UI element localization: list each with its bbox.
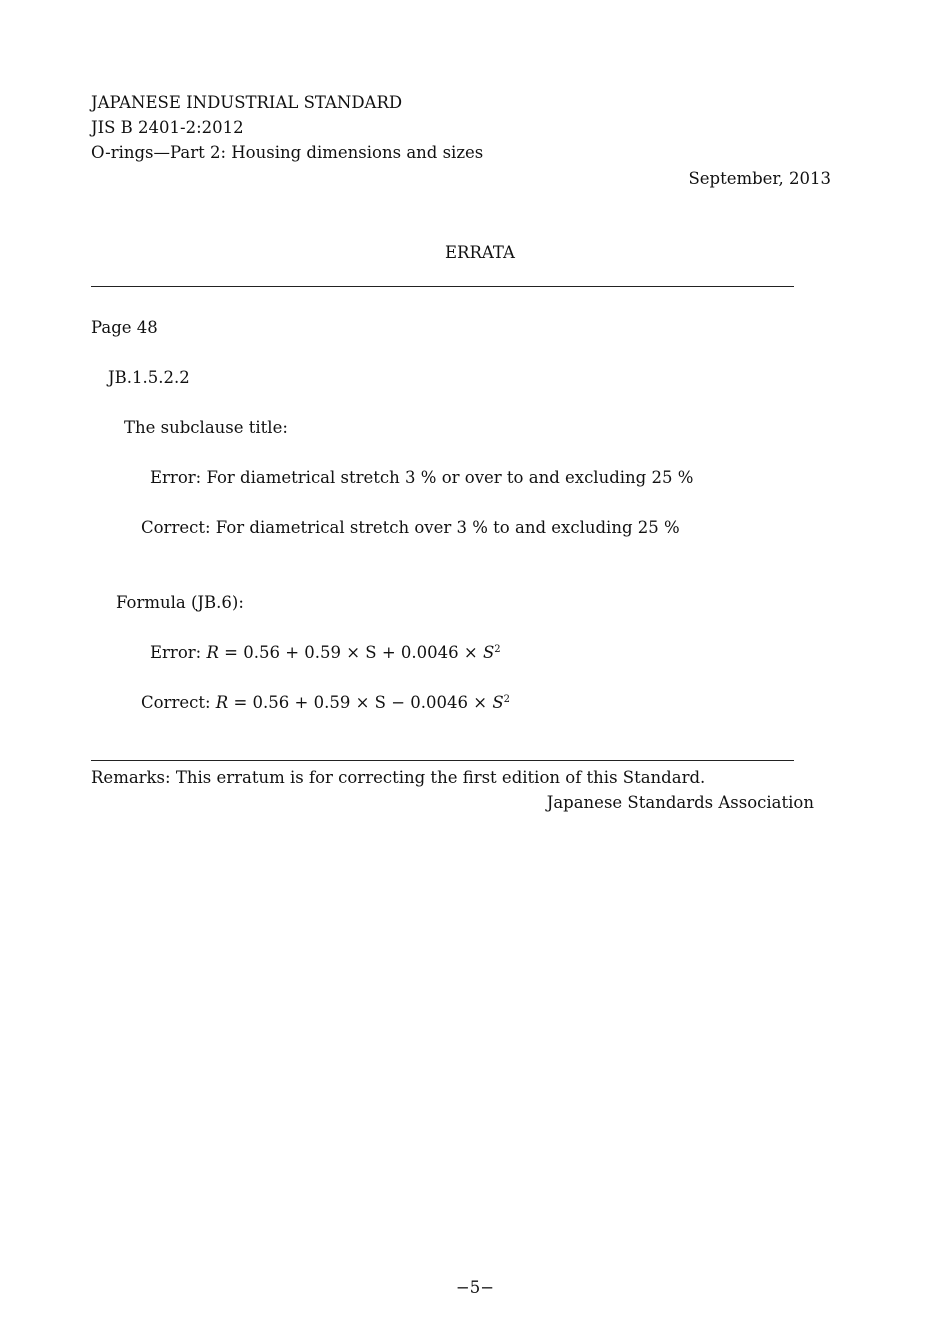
formula-correct-exponent: 2 — [503, 694, 510, 705]
formula-correct-var-r: R — [215, 693, 229, 712]
page-reference: Page 48 — [91, 318, 158, 337]
header-jis-number: JIS B 2401-2:2012 — [91, 118, 244, 137]
subclause-error-text: Error: For diametrical stretch 3 % or over to and excluding 25 % — [150, 468, 694, 487]
formula-error-var-s: S — [482, 643, 495, 662]
remarks-text: Remarks: This erratum is for correcting the first edition of this Standard. — [91, 768, 706, 787]
formula-correct-var-s: S — [492, 693, 504, 712]
formula-error-expression: = 0.56 + 0.59 × S + 0.0046 × — [218, 643, 483, 662]
formula-correct-prefix: Correct: — [141, 693, 216, 712]
formula-error-prefix: Error: — [150, 643, 207, 662]
header-date: September, 2013 — [688, 169, 831, 188]
subclause-correct-text: Correct: For diametrical stretch over 3 % to and excluding 25 % — [141, 518, 680, 537]
formula-error-var-r: R — [206, 643, 219, 662]
publisher-name: Japanese Standards Association — [546, 793, 814, 812]
header-document-title: O-rings—Part 2: Housing dimensions and sizes — [91, 143, 484, 162]
formula-error-line — [150, 643, 501, 663]
formula-correct-line — [141, 693, 510, 713]
formula-error-exponent: 2 — [494, 644, 501, 655]
bottom-divider — [91, 760, 794, 761]
errata-title: ERRATA — [445, 243, 515, 262]
page-number: −5− — [455, 1278, 495, 1297]
header-standard-line: JAPANESE INDUSTRIAL STANDARD — [91, 93, 403, 112]
formula-label: Formula (JB.6): — [116, 593, 244, 612]
top-divider — [91, 286, 794, 287]
subclause-label: The subclause title: — [124, 418, 288, 437]
clause-number: JB.1.5.2.2 — [108, 368, 190, 387]
formula-correct-expression: = 0.56 + 0.59 × S − 0.0046 × — [228, 693, 493, 712]
